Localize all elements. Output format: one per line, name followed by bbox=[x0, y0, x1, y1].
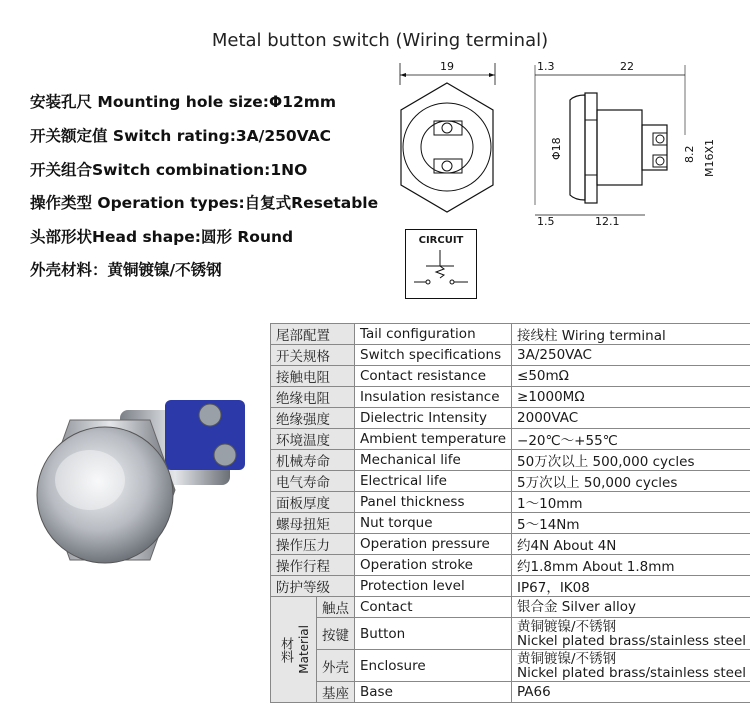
spec-housing-material: 外壳材料：黄铜镀镍/不锈钢 bbox=[30, 261, 222, 279]
spec-zh-cell: 机械寿命 bbox=[271, 450, 355, 471]
spec-table bbox=[270, 323, 750, 703]
spec-zh-cell: 绝缘电阻 bbox=[271, 387, 355, 408]
dim-12-1-label: 12.1 bbox=[595, 215, 620, 228]
thread-label: M16X1 bbox=[703, 138, 716, 177]
material-en-cell: Contact bbox=[355, 597, 512, 618]
spec-zh-cell: 接触电阻 bbox=[271, 366, 355, 387]
spec-value-cell: 1～10mm bbox=[512, 492, 750, 513]
spec-value-cell: 5万次以上 50,000 cycles bbox=[512, 471, 750, 492]
spec-zh-cell: 面板厚度 bbox=[271, 492, 355, 513]
side-length-label: 22 bbox=[620, 60, 634, 73]
table-row bbox=[271, 429, 750, 450]
spec-value-cell: ≤50mΩ bbox=[512, 366, 750, 387]
spec-value-cell: 约4N About 4N bbox=[512, 534, 750, 555]
material-value-line1: PA66 bbox=[517, 684, 551, 700]
spec-zh-cell: 开关规格 bbox=[271, 345, 355, 366]
spec-en-cell: Protection level bbox=[355, 576, 512, 597]
spec-en-cell: Insulation resistance bbox=[355, 387, 512, 408]
spec-en-cell: Tail configuration bbox=[355, 324, 512, 345]
table-row bbox=[271, 387, 750, 408]
material-en-label: Material bbox=[297, 625, 311, 674]
spec-mounting-hole: 安装孔尺 Mounting hole size:Φ12mm bbox=[30, 93, 337, 111]
spec-value-cell: 5～14Nm bbox=[512, 513, 750, 534]
spec-en-cell: Mechanical life bbox=[355, 450, 512, 471]
table-row bbox=[271, 324, 750, 345]
spec-zh-cell: 操作行程 bbox=[271, 555, 355, 576]
spec-en-cell: Switch specifications bbox=[355, 345, 512, 366]
material-en-cell: Enclosure bbox=[355, 650, 512, 682]
material-value-line1: 黄铜镀镍/不锈钢 bbox=[517, 618, 617, 635]
spec-en-cell: Panel thickness bbox=[355, 492, 512, 513]
spec-zh-cell: 绝缘强度 bbox=[271, 408, 355, 429]
table-row bbox=[271, 555, 750, 576]
spec-zh-cell: 环境温度 bbox=[271, 429, 355, 450]
table-row bbox=[271, 366, 750, 387]
table-row bbox=[271, 408, 750, 429]
switch-symbol bbox=[406, 246, 476, 292]
material-zh-cell: 基座 bbox=[317, 682, 355, 703]
table-row bbox=[271, 534, 750, 555]
material-value-cell bbox=[512, 650, 750, 682]
material-zh-cell: 外壳 bbox=[317, 650, 355, 682]
table-row bbox=[271, 513, 750, 534]
spec-zh-cell: 尾部配置 bbox=[271, 324, 355, 345]
circuit-diagram bbox=[405, 229, 477, 299]
spec-value-cell: 接线柱 Wiring terminal bbox=[512, 324, 750, 345]
spec-value-cell: −20℃～+55℃ bbox=[512, 429, 750, 450]
spec-en-cell: Ambient temperature bbox=[355, 429, 512, 450]
material-row bbox=[271, 597, 750, 618]
spec-head-shape: 头部形状Head shape:圆形 Round bbox=[30, 228, 294, 246]
spec-switch-combination: 开关组合Switch combination:1NO bbox=[30, 161, 308, 179]
table-row bbox=[271, 576, 750, 597]
spec-value-cell: 3A/250VAC bbox=[512, 345, 750, 366]
side-d1-label: 1.3 bbox=[537, 60, 555, 73]
spec-en-cell: Electrical life bbox=[355, 471, 512, 492]
material-row bbox=[271, 618, 750, 650]
material-value-cell bbox=[512, 597, 750, 618]
dim-8-2-label: 8.2 bbox=[683, 145, 696, 163]
spec-en-cell: Contact resistance bbox=[355, 366, 512, 387]
material-zh-cell: 触点 bbox=[317, 597, 355, 618]
table-row bbox=[271, 492, 750, 513]
spec-zh-cell: 操作压力 bbox=[271, 534, 355, 555]
material-group-cell bbox=[271, 597, 317, 703]
spec-en-cell: Dielectric Intensity bbox=[355, 408, 512, 429]
spec-en-cell: Operation stroke bbox=[355, 555, 512, 576]
dim-1-5-label: 1.5 bbox=[537, 215, 555, 228]
product-photo bbox=[10, 380, 270, 610]
spec-value-cell: ≥1000MΩ bbox=[512, 387, 750, 408]
material-en-cell: Button bbox=[355, 618, 512, 650]
spec-value-cell: 约1.8mm About 1.8mm bbox=[512, 555, 750, 576]
spec-zh-cell: 防护等级 bbox=[271, 576, 355, 597]
spec-switch-rating: 开关额定值 Switch rating:3A/250VAC bbox=[30, 127, 332, 145]
spec-value-cell: 2000VAC bbox=[512, 408, 750, 429]
front-view-drawing bbox=[390, 55, 505, 230]
page-title: Metal button switch (Wiring terminal) bbox=[211, 30, 549, 51]
circuit-label: CIRCUIT bbox=[418, 235, 464, 246]
front-width-label: 19 bbox=[440, 60, 454, 73]
material-en-cell: Base bbox=[355, 682, 512, 703]
spec-en-cell: Operation pressure bbox=[355, 534, 512, 555]
material-zh-cell: 按键 bbox=[317, 618, 355, 650]
material-row bbox=[271, 650, 750, 682]
material-value-cell bbox=[512, 682, 750, 703]
table-row bbox=[271, 471, 750, 492]
side-view-drawing bbox=[525, 55, 725, 235]
material-value-line2: Nickel plated brass/stainless steel bbox=[517, 664, 747, 681]
material-value-line2: Nickel plated brass/stainless steel bbox=[517, 632, 747, 649]
table-row bbox=[271, 345, 750, 366]
material-zh-label: 材料 bbox=[278, 636, 293, 663]
spec-zh-cell: 电气寿命 bbox=[271, 471, 355, 492]
diameter-label: Φ18 bbox=[550, 137, 563, 160]
material-value-line1: 银合金 Silver alloy bbox=[517, 599, 637, 615]
spec-en-cell: Nut torque bbox=[355, 513, 512, 534]
material-value-cell bbox=[512, 618, 750, 650]
spec-operation-type: 操作类型 Operation types:自复式Resetable bbox=[30, 194, 379, 212]
material-value-line1: 黄铜镀镍/不锈钢 bbox=[517, 650, 617, 667]
table-row bbox=[271, 450, 750, 471]
spec-value-cell: 50万次以上 500,000 cycles bbox=[512, 450, 750, 471]
material-row bbox=[271, 682, 750, 703]
spec-zh-cell: 螺母扭矩 bbox=[271, 513, 355, 534]
spec-value-cell: IP67，IK08 bbox=[512, 576, 750, 597]
